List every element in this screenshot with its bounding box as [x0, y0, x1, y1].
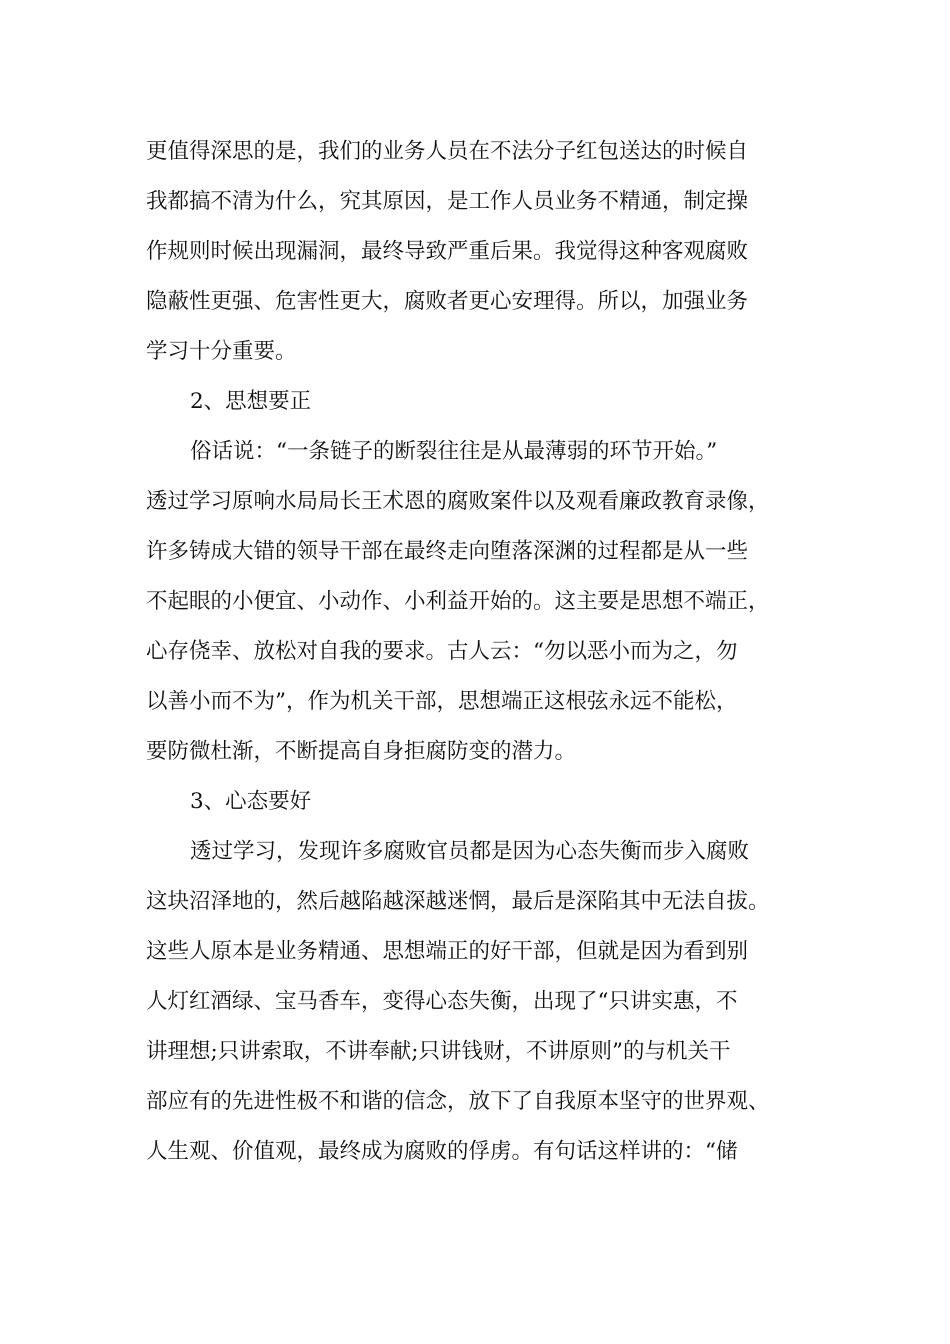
paragraph-line-11: 心存侥幸、放松对自我的要求。古人云：“勿以恶小而为之，勿	[146, 639, 738, 664]
paragraph-line-7: 俗话说：“一条链子的断裂往往是从最薄弱的环节开始。”	[190, 439, 718, 464]
paragraph-line-5: 学习十分重要。	[146, 339, 297, 364]
section-heading-mindset: 3、心态要好	[190, 789, 312, 814]
paragraph-line-13: 要防微杜渐，不断提高自身拒腐防变的潜力。	[146, 739, 577, 764]
paragraph-line-18: 人灯红酒绿、宝马香车，变得心态失衡，出现了“只讲实惠，不	[146, 989, 738, 1014]
paragraph-line-15: 透过学习，发现许多腐败官员都是因为心态失衡而步入腐败	[190, 839, 750, 864]
paragraph-line-3: 作规则时候出现漏洞，最终导致严重后果。我觉得这种客观腐败	[146, 239, 749, 264]
paragraph-line-21: 人生观、价值观，最终成为腐败的俘虏。有句话这样讲的：“储	[146, 1139, 738, 1164]
paragraph-line-8: 透过学习原响水局局长王术恩的腐败案件以及观看廉政教育录像，	[146, 489, 770, 514]
paragraph-line-17: 这些人原本是业务精通、思想端正的好干部，但就是因为看到别	[146, 939, 749, 964]
paragraph-line-19: 讲理想;只讲索取，不讲奉献;只讲钱财，不讲原则”的与机关干	[146, 1039, 731, 1064]
paragraph-line-4: 隐蔽性更强、危害性更大，腐败者更心安理得。所以，加强业务	[146, 289, 749, 314]
paragraph-line-2: 我都搞不清为什么，究其原因，是工作人员业务不精通，制定操	[146, 189, 749, 214]
paragraph-line-9: 许多铸成大错的领导干部在最终走向堕落深渊的过程都是从一些	[146, 539, 749, 564]
paragraph-line-12: 以善小而不为”，作为机关干部，思想端正这根弦永远不能松，	[146, 689, 738, 714]
paragraph-line-10: 不起眼的小便宜、小动作、小利益开始的。这主要是思想不端正，	[146, 589, 770, 614]
paragraph-line-20: 部应有的先进性极不和谐的信念，放下了自我原本坚守的世界观、	[146, 1089, 770, 1114]
paragraph-line-1: 更值得深思的是，我们的业务人员在不法分子红包送达的时候自	[146, 139, 749, 164]
section-heading-thought: 2、思想要正	[190, 389, 312, 414]
paragraph-line-16: 这块沼泽地的，然后越陷越深越迷惘，最后是深陷其中无法自拔。	[146, 889, 770, 914]
